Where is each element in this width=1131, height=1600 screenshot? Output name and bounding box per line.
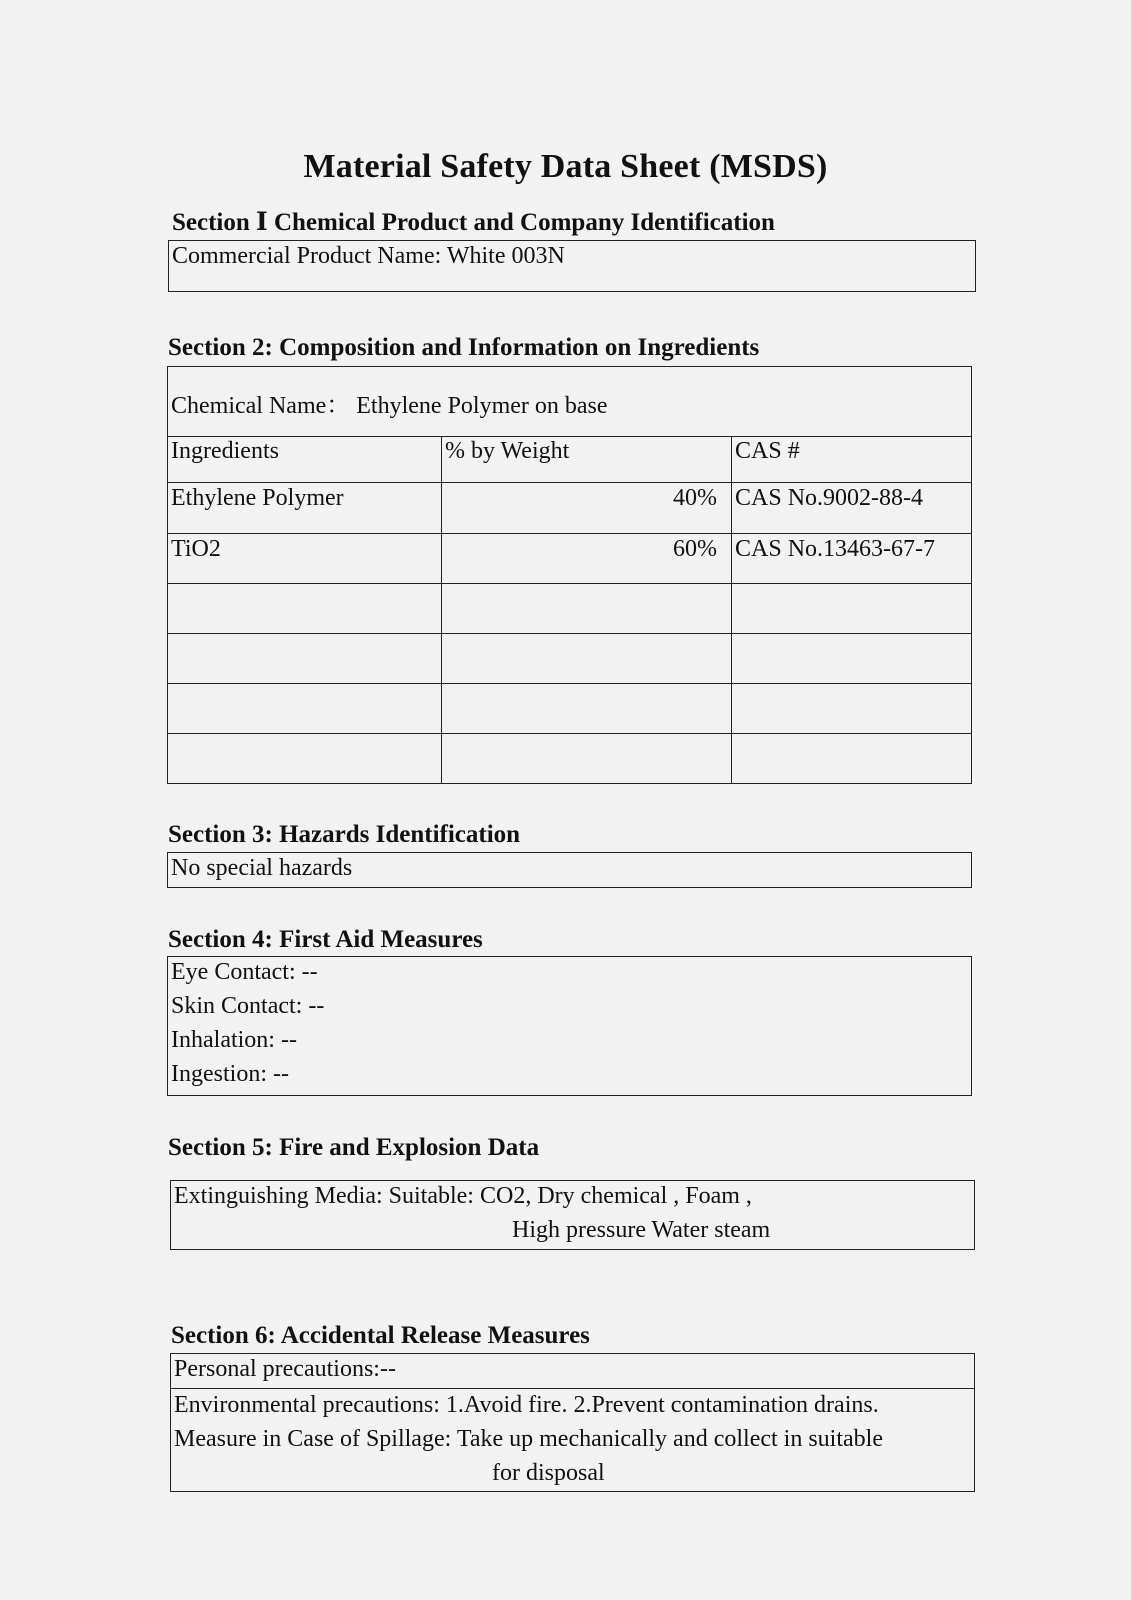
ingredient-weight: 60% (673, 536, 717, 562)
spillage-measure: Measure in Case of Spillage: Take up mechanically and collect in suitable (174, 1426, 883, 1452)
extinguishing-media-continued: High pressure Water steam (512, 1217, 771, 1243)
first-aid-ingestion: Ingestion: -- (171, 1061, 289, 1087)
first-aid-inhalation: Inhalation: -- (171, 1027, 297, 1053)
table-rule (167, 533, 972, 534)
section-2-heading: Section 2: Composition and Information on Ingredients (168, 334, 760, 361)
environmental-precautions: Environmental precautions: 1.Avoid fire. 2.Prevent contamination drains. (174, 1392, 879, 1418)
table-rule (167, 482, 972, 483)
section-6-heading: Section 6: Accidental Release Measures (171, 1322, 590, 1349)
table-rule (167, 733, 972, 734)
column-header-weight: % by Weight (445, 438, 570, 464)
document-title: Material Safety Data Sheet (MSDS) (303, 148, 828, 185)
product-name-line: Commercial Product Name: White 003N (172, 243, 565, 269)
ingredient-cas: CAS No.9002-88-4 (735, 485, 924, 511)
section-1-heading: Section Ⅰ Chemical Product and Company Identification (172, 209, 775, 236)
section-3-heading: Section 3: Hazards Identification (168, 821, 521, 848)
ingredient-name: Ethylene Polymer (171, 485, 344, 511)
personal-precautions: Personal precautions:-- (174, 1356, 396, 1382)
table-rule (167, 583, 972, 584)
hazards-text: No special hazards (171, 855, 353, 881)
ingredients-table (167, 366, 972, 784)
ingredient-cas: CAS No.13463-67-7 (735, 536, 936, 562)
section-6-rule (170, 1388, 975, 1389)
first-aid-eye: Eye Contact: -- (171, 959, 318, 985)
column-header-ingredients: Ingredients (171, 438, 279, 464)
section-5-heading: Section 5: Fire and Explosion Data (168, 1134, 540, 1161)
spillage-measure-continued: for disposal (492, 1460, 605, 1486)
ingredient-name: TiO2 (171, 536, 221, 562)
chemical-name-line: Chemical Name： Ethylene Polymer on base (171, 393, 608, 419)
column-header-cas: CAS # (735, 438, 800, 464)
section-4-heading: Section 4: First Aid Measures (168, 926, 483, 953)
table-column-rule (441, 436, 442, 784)
first-aid-skin: Skin Contact: -- (171, 993, 325, 1019)
extinguishing-media-line: Extinguishing Media: Suitable: CO2, Dry chemical , Foam , (174, 1183, 752, 1209)
table-column-rule (731, 436, 732, 784)
table-rule (167, 683, 972, 684)
table-rule (167, 436, 972, 437)
table-rule (167, 633, 972, 634)
ingredient-weight: 40% (673, 485, 717, 511)
